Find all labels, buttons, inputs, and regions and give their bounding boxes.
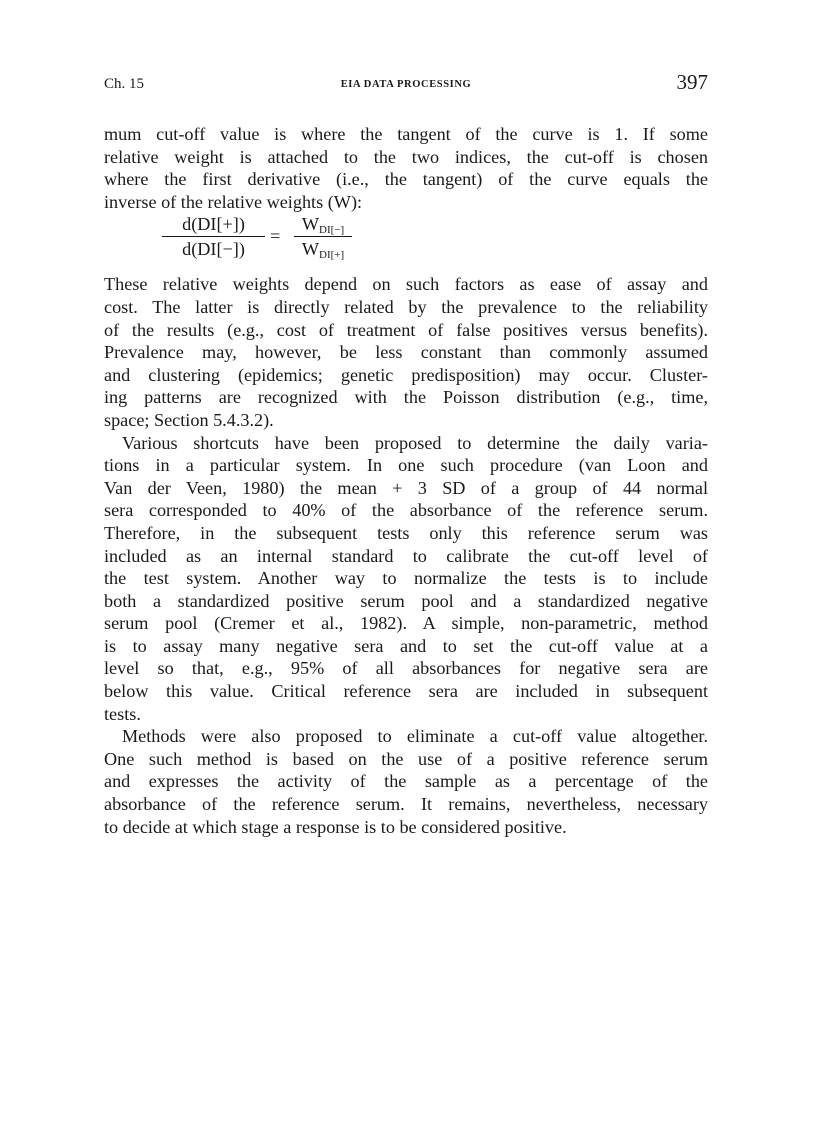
text-line: sera corresponded to 40% of the absorbance of the reference serum.: [104, 500, 708, 521]
text-line: the test system. Another way to normalize the tests is to include: [104, 568, 708, 589]
paragraph-3: [104, 432, 708, 726]
text-line: and expresses the activity of the sample as a percentage of the: [104, 771, 708, 792]
text-line: mum cut-off value is where the tangent of the curve is 1. If some: [104, 124, 708, 144]
text-line: Methods were also proposed to eliminate a cut-off value altogether.: [122, 726, 708, 747]
equation: [104, 213, 708, 271]
text-line: to decide at which stage a response is to be considered positive.: [104, 816, 567, 837]
weight-symbol: W: [301, 214, 320, 235]
text-line: cost. The latter is directly related by the prevalence to the reliability: [104, 296, 708, 317]
page-number: 397: [676, 70, 708, 94]
right-fraction: [294, 213, 352, 260]
equals-sign: =: [270, 226, 281, 247]
text-line: tions in a particular system. In one such procedure (van Loon and: [104, 455, 708, 476]
text-line: inverse of the relative weights (W):: [104, 191, 363, 212]
text-line: included as an internal standard to calibrate the cut-off level of: [104, 545, 708, 566]
fraction-bar: [162, 236, 265, 237]
paragraph-2: [104, 273, 708, 431]
right-numerator: [294, 213, 352, 235]
text-line: serum pool (Cremer et al., 1982). A simple, non-parametric, method: [104, 613, 708, 634]
text-line: Van der Veen, 1980) the mean + 3 SD of a group of 44 normal: [104, 477, 708, 498]
weight-subscript: DI[−]: [319, 224, 345, 237]
text-line: tests.: [104, 703, 141, 724]
text-line: both a standardized positive serum pool and a standardized negative: [104, 590, 708, 611]
fraction-bar: [294, 236, 352, 237]
weight-symbol: W: [301, 239, 320, 260]
chapter-label: Ch. 15: [104, 76, 145, 92]
left-denominator: d(DI[−]): [182, 239, 245, 260]
paragraph-1: [104, 123, 708, 213]
left-fraction: [162, 213, 265, 260]
page-header: [104, 70, 708, 100]
text-line: These relative weights depend on such factors as ease of assay and: [104, 274, 708, 295]
text-line: and clustering (epidemics; genetic predisposition) may occur. Cluster-: [104, 364, 708, 385]
text-line: Prevalence may, however, be less constant than commonly assumed: [104, 342, 708, 363]
paragraph-4: [104, 725, 708, 838]
text-line: of the results (e.g., cost of treatment of false positives versus benefits).: [104, 319, 708, 340]
weight-subscript: DI[+]: [319, 249, 345, 262]
text-line: ing patterns are recognized with the Poisson distribution (e.g., time,: [104, 387, 708, 408]
text-line: Therefore, in the subsequent tests only this reference serum was: [104, 522, 708, 543]
text-line: where the first derivative (i.e., the tangent) of the curve equals the: [104, 169, 708, 190]
text-line: space; Section 5.4.3.2).: [104, 409, 274, 430]
left-numerator: d(DI[+]): [182, 214, 245, 235]
text-line: below this value. Critical reference sera are included in subsequent: [104, 681, 708, 702]
text-line: absorbance of the reference serum. It remains, nevertheless, necessary: [104, 794, 708, 815]
running-title: EIA DATA PROCESSING: [340, 79, 472, 90]
text-line: One such method is based on the use of a positive reference serum: [104, 748, 708, 769]
text-line: relative weight is attached to the two indices, the cut-off is chosen: [104, 146, 708, 167]
text-line: level so that, e.g., 95% of all absorbances for negative sera are: [104, 658, 708, 679]
text-line: Various shortcuts have been proposed to determine the daily varia-: [122, 432, 708, 453]
text-line: is to assay many negative sera and to set the cut-off value at a: [104, 635, 708, 656]
right-denominator: [294, 238, 352, 260]
body-text: [104, 123, 708, 838]
